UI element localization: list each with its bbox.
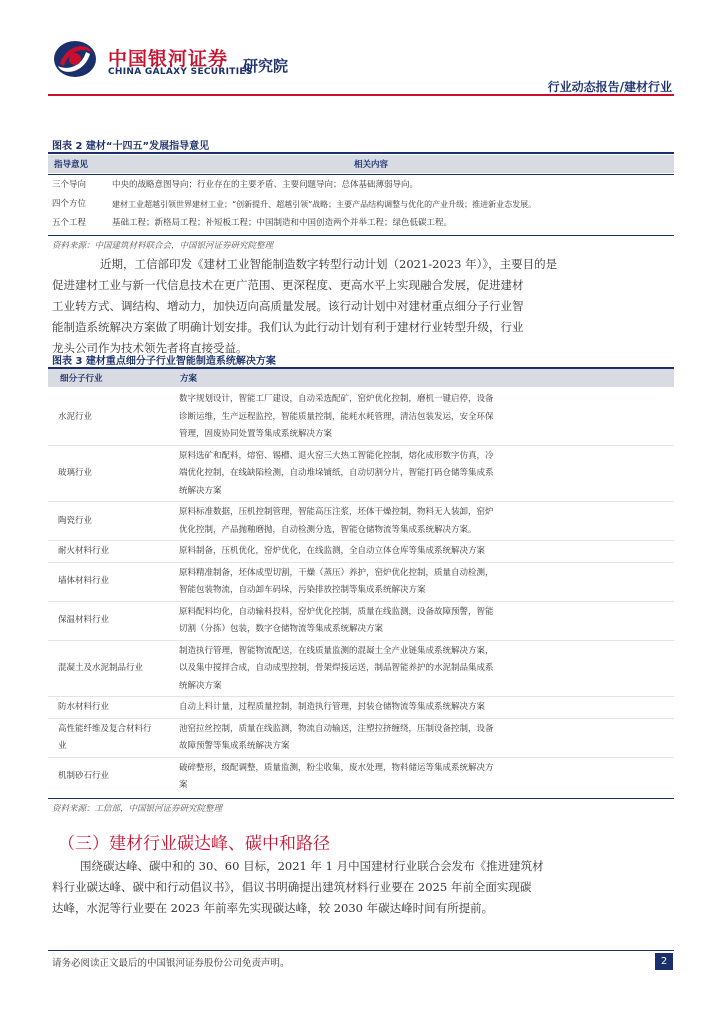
row-content-line: 案	[179, 780, 188, 790]
row-content-line: 端优化控制，在线缺陷检测，自动堆垛铺纸，自动切割分片，智能打码仓储等集成系	[179, 468, 494, 478]
row-content-line: 统解决方案	[179, 680, 222, 691]
row-label-line: 玻璃行业	[58, 468, 93, 478]
row-content-line: 诊断运维，生产远程监控，智能质量控制，能耗水耗管理，清洁包装发运，安全环保	[179, 411, 494, 422]
table2-header-rule	[48, 174, 674, 175]
table-row	[48, 641, 674, 698]
table2-header-row	[48, 155, 674, 173]
section-heading: （三）建材行业碳达峰、碳中和路径	[58, 834, 330, 854]
table2-col-header: 相关内容	[354, 160, 389, 170]
row-content-line: 智能包装物流，自动卸车码垛，污染排放控制等集成系统解决方案	[179, 585, 426, 595]
row-label	[58, 409, 170, 427]
row-content-line: 统解决方案	[179, 485, 222, 496]
table3-header-row	[48, 369, 674, 387]
para-line: 促进建材工业与新一代信息技术在更广范围、更深程度、更高水平上实现融合发展，促进建材	[52, 278, 524, 292]
row-content-line: 原料制备，压机优化，窑炉优化，在线监测，全自动立体仓库等集成系统解决方案	[179, 546, 486, 556]
table3-source: 资料来源：工信部，中国银河证券研究院整理	[52, 803, 223, 814]
row-content-line: 制造执行管理，智能物流配送，在线质量监测的混凝土全产业链集成系统解决方案，	[179, 645, 494, 656]
body-paragraph	[52, 254, 674, 359]
row-label	[58, 573, 170, 591]
para-line: 能制造系统解决方案做了明确计划安排。我们认为此行动计划有利于建材行业转型升级，行业	[52, 320, 524, 334]
para-line: 达峰，水泥等行业要在 2023 年前率先实现碳达峰，较 2030 年碳达峰时间有所提前。	[52, 901, 494, 915]
row-label: 三个导向	[52, 180, 87, 190]
para-line: 工业转方式、调结构、增动力，加快迈向高质量发展。该行动计划中对建材重点细分子行业智	[52, 299, 524, 313]
table-row	[48, 719, 674, 758]
row-content-line: 以及集中搅拌合成，自动成型控制，骨架焊接运送，制品智能养护的水泥制品集成系	[179, 663, 494, 673]
table-row	[48, 502, 674, 541]
row-label-line: 保温材料行业	[58, 615, 110, 626]
row-content-line: 优化控制，产品抛釉磨抛，自动检测分选，智能仓储物流等集成系统解决方案。	[179, 524, 477, 535]
row-label	[58, 513, 170, 531]
row-label	[58, 660, 170, 678]
row-label	[58, 721, 170, 756]
table2-top-rule	[48, 152, 674, 154]
logo-institute: 研究院	[243, 57, 289, 75]
table2-source: 资料来源：中国建筑材料联合会，中国银河证券研究院整理	[52, 241, 274, 251]
row-label	[58, 699, 170, 717]
row-content	[179, 391, 494, 444]
body-paragraph	[52, 856, 674, 919]
row-content-line: 原料精准制备，坯体成型切割，干燥（蒸压）养护，窑炉优化控制，质量自动检测，	[179, 567, 494, 578]
para-line: 近期，工信部印发《建材工业智能制造数字转型行动计划（2021-2023 年）》，主要目的是	[100, 257, 558, 271]
table2-bottom-rule	[48, 235, 674, 236]
para-line: 围绕碳达峰、碳中和的 30、60 目标，2021 年 1 月中国建材行业联合会发布《推进建筑材	[80, 859, 544, 873]
logo-chinese-name: 中国银河证券	[108, 48, 229, 70]
logo-english-name: CHINA GALAXY SECURITIES	[108, 67, 253, 77]
header-divider	[48, 94, 674, 96]
row-content	[179, 699, 485, 717]
row-label-line: 混凝土及水泥制品行业	[58, 663, 144, 673]
table-row	[48, 541, 674, 563]
row-content	[179, 504, 494, 539]
para-line: 龙头公司作为技术领先者将直接受益。	[52, 341, 248, 355]
para-line: 料行业碳达峰、碳中和行动倡议书》，倡议书明确提出建筑材料行业要在 2025 年前全面实现碳	[52, 880, 532, 894]
table2-title: 图表 2 建材“十四五”发展指导意见	[52, 141, 210, 152]
row-content-line: 管理，固废协同处置等集成系统解决方案	[179, 429, 333, 439]
row-content	[179, 643, 494, 696]
row-content: 建材工业超越引领世界建材工业；“创新提升、超越引领”战略；主要产品结构调整与优化的产业升级；推进新业态发展。	[112, 200, 537, 209]
row-label-line: 业	[58, 741, 67, 751]
row-label-line: 高性能纤维及复合材料行	[58, 723, 152, 734]
footer-disclaimer: 请务必阅读正文最后的中国银河证券股份公司免责声明。	[52, 958, 290, 969]
row-content-line: 原料配料均化，自动输料投料，窑炉优化控制，质量在线监测，设备故障预警，智能	[179, 606, 494, 617]
row-label	[58, 612, 170, 630]
row-label	[58, 543, 170, 561]
row-content	[179, 760, 494, 795]
row-label	[58, 465, 170, 483]
row-content-line: 自动上料计量，过程质量控制，制造执行管理，封装仓储物流等集成系统解决方案	[179, 702, 486, 712]
table3-col-header: 方案	[180, 374, 198, 384]
table-row	[48, 446, 674, 503]
row-content	[179, 543, 485, 561]
row-content-line: 池窑拉丝控制，质量在线监测，物流自动输送，注塑拉挤缠绕，压制设备控制，设备	[179, 723, 494, 734]
row-label-line: 机制砂石行业	[58, 771, 110, 782]
row-label-line: 陶瓷行业	[58, 515, 93, 526]
row-content	[179, 565, 494, 600]
row-content	[179, 604, 494, 639]
row-label: 五个工程	[52, 218, 87, 228]
footer-divider	[48, 950, 674, 951]
table2-col-header: 指导意见	[54, 160, 89, 170]
row-label: 四个方位	[52, 199, 87, 209]
page-number: 2	[655, 953, 673, 970]
row-content-line: 原料标准数据，压机控制管理，智能高压注浆，坯体干燥控制，物料无人装卸，窑炉	[179, 507, 494, 517]
row-content-line: 数字规划设计，智能工厂建设，自动采选配矿，窑炉优化控制，磨机一键启停，设备	[179, 394, 494, 404]
row-content-line: 切割（分拣）包装，数字仓储物流等集成系统解决方案	[179, 624, 384, 634]
report-type: 行业动态报告/建材行业	[547, 80, 672, 94]
galaxy-logo-icon	[52, 38, 98, 80]
row-content	[179, 448, 494, 501]
table3-bottom-rule	[48, 798, 674, 799]
row-label-line: 墙体材料行业	[58, 576, 110, 587]
table3-col-header: 细分子行业	[60, 374, 103, 384]
row-label-line: 防水材料行业	[58, 702, 110, 712]
row-label-line: 耐火材料行业	[58, 546, 110, 556]
row-content-line: 原料选矿和配料，熔窑、锡槽、退火窑三大热工智能化控制，熔化成形数字仿真，冷	[179, 450, 494, 461]
table-row	[48, 389, 674, 446]
table-row	[48, 697, 674, 719]
row-content-line: 破碎整形，级配调整，质量监测，粉尘收集，废水处理，物料储运等集成系统解决方	[179, 762, 494, 773]
row-content: 中央的战略意图导向；行业存在的主要矛盾、主要问题导向；总体基础薄弱导向。	[112, 180, 419, 190]
row-content	[179, 721, 494, 756]
table-row	[48, 563, 674, 602]
row-content-line: 故障预警等集成系统解决方案	[179, 741, 290, 751]
row-label	[58, 768, 170, 786]
table3-title: 图表 3 建材重点细分子行业智能制造系统解决方案	[52, 356, 276, 367]
row-content: 基础工程；新格局工程；补短板工程；中国制造和中国创造两个并举工程；绿色低碳工程。	[112, 218, 453, 228]
table-row	[48, 602, 674, 641]
row-label-line: 水泥行业	[58, 411, 93, 422]
table-row	[48, 758, 674, 797]
